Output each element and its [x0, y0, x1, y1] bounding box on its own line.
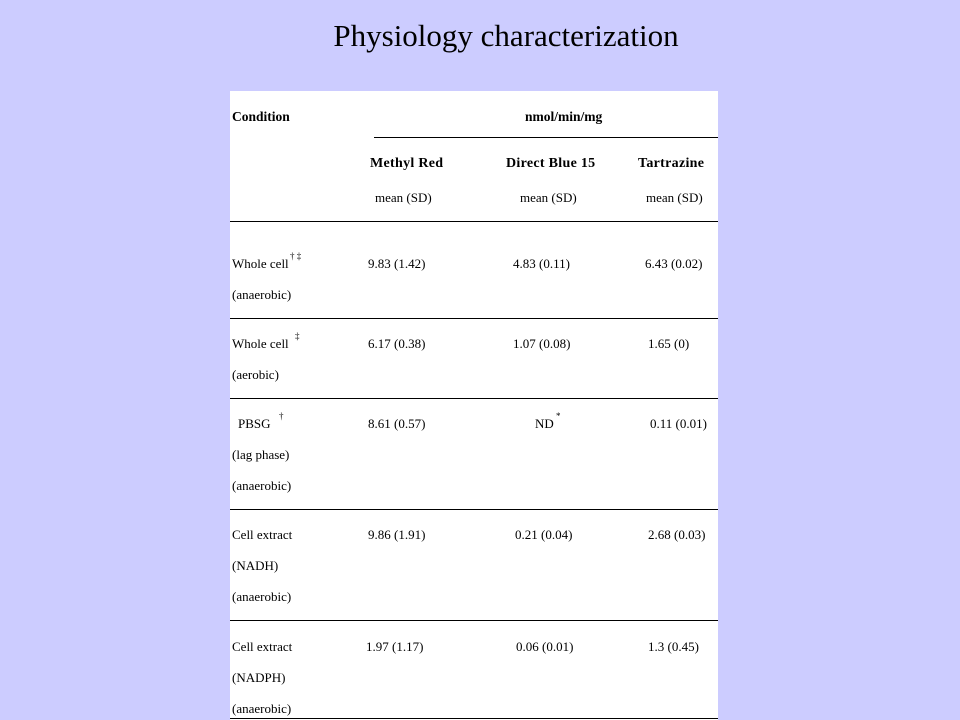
row-label: Cell extract [232, 527, 293, 542]
cell-direct-blue-15: 4.83 (0.11) [513, 256, 570, 271]
row-divider [230, 718, 718, 719]
footnote-mark: * [556, 411, 561, 421]
row-condition: (anaerobic) [232, 287, 292, 302]
row-divider [230, 398, 718, 399]
cell-tartrazine: 2.68 (0.03) [648, 527, 706, 542]
cell-direct-blue-15: ND [535, 416, 554, 431]
row-label: Cell extract [232, 639, 293, 654]
row-condition: (anaerobic) [232, 701, 292, 716]
cell-methyl-red: 9.83 (1.42) [368, 256, 426, 271]
row-label: Whole cell [232, 256, 289, 271]
cell-methyl-red: 6.17 (0.38) [368, 336, 426, 351]
units-underline [374, 137, 718, 138]
col-stat-tartrazine: mean (SD) [646, 190, 703, 205]
condition-header: Condition [232, 109, 290, 124]
col-header-methyl-red: Methyl Red [370, 156, 444, 171]
footnote-mark: ‡ [295, 331, 300, 341]
slide-title: Physiology characterization [333, 18, 679, 53]
cell-tartrazine: 6.43 (0.02) [645, 256, 703, 271]
cell-methyl-red: 9.86 (1.91) [368, 527, 426, 542]
col-header-tartrazine: Tartrazine [638, 156, 705, 171]
cell-methyl-red: 1.97 (1.17) [366, 639, 424, 654]
row-divider [230, 509, 718, 510]
row-condition: (aerobic) [232, 367, 279, 382]
footnote-mark: † ‡ [290, 251, 302, 261]
row-condition: (NADPH) [232, 670, 286, 685]
row-divider [230, 620, 718, 621]
footnote-mark: † [279, 411, 284, 421]
row-condition: (anaerobic) [232, 478, 292, 493]
cell-direct-blue-15: 0.21 (0.04) [515, 527, 573, 542]
cell-tartrazine: 1.3 (0.45) [648, 639, 699, 654]
cell-direct-blue-15: 0.06 (0.01) [516, 639, 574, 654]
row-condition: (anaerobic) [232, 589, 292, 604]
cell-direct-blue-15: 1.07 (0.08) [513, 336, 571, 351]
cell-tartrazine: 1.65 (0) [648, 336, 690, 351]
col-header-direct-blue-15: Direct Blue 15 [506, 156, 596, 171]
row-label: Whole cell [232, 336, 289, 351]
header-rule [230, 221, 718, 222]
col-stat-methyl-red: mean (SD) [375, 190, 432, 205]
row-condition: (NADH) [232, 558, 279, 573]
row-condition: (lag phase) [232, 447, 290, 462]
col-stat-direct-blue-15: mean (SD) [520, 190, 577, 205]
cell-methyl-red: 8.61 (0.57) [368, 416, 426, 431]
units-header: nmol/min/mg [525, 109, 603, 124]
row-divider [230, 318, 718, 319]
row-label: PBSG [238, 416, 271, 431]
cell-tartrazine: 0.11 (0.01) [650, 416, 707, 431]
rates-table [230, 91, 718, 720]
